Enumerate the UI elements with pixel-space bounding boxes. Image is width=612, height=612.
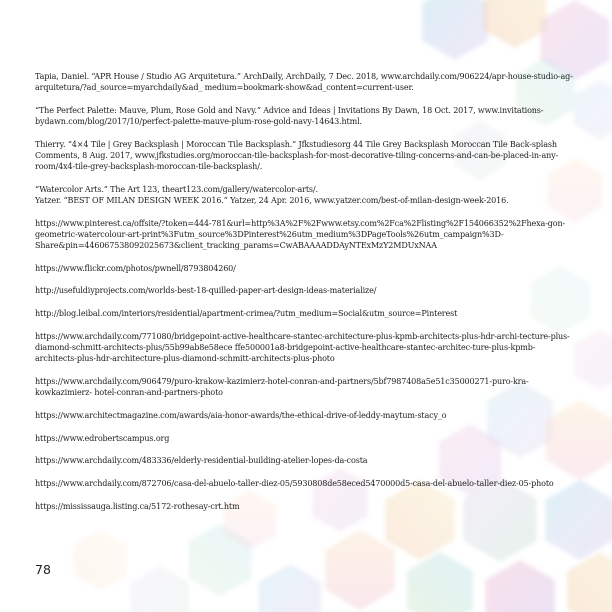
reference-entry: “Watercolor Arts.” The Art 123, theart123.com/gallery/watercolor-arts/. xyxy=(35,184,318,194)
hexagon-tile xyxy=(567,552,612,612)
hexagon-tile xyxy=(574,330,612,390)
reference-link[interactable]: https://www.archdaily.com/771080/bridgepoint-active-healthcare-stantec-architecture-plus-kpmb-architects-plus-hdr-archi-tecture-plus-diamond-schmitt-architects-plus/55b99ab8e58ece ffe500001a8-bridgepoint-active-healthcare-stantec-architec-ture-plus-kpmb-architects-plus-hdr-architecture-plus-diamond-schmitt-architects-plus-photo xyxy=(35,331,570,364)
hexagon-tile xyxy=(74,530,126,590)
hexagon-tile xyxy=(485,560,554,612)
reference-entry: Thierry. “4×4 Tile | Grey Backsplash | Moroccan Tile Backsplash.” Jfkstudiesorg 44 Tile Grey Backsplash Moroccan Tile Back-splash Comments, 8 Aug. 2017, www.jfkstudies.org/moroccan-tile-backsplash-for-most-decorative-tiling-concerns-and-can-be-placed-in-any-room/4x4-tile-grey-backsplash-moroccan-tile-backsplash/. xyxy=(35,139,559,171)
hexagon-tile xyxy=(259,564,321,612)
hexagon-tile xyxy=(574,80,612,140)
reference-entry: “The Perfect Palette: Mauve, Plum, Rose Gold and Navy.” Advice and Ideas | Invitations By Dawn, 18 Oct. 2017, www.invitations-bydawn.com/blog/2017/10/perfect-palette-mauve-plum-rose-gold-navy-14643.html. xyxy=(35,105,544,126)
hexagon-tile xyxy=(325,530,394,610)
reference-list xyxy=(35,71,576,524)
reference-link[interactable]: https://www.edrobertscampus.org xyxy=(35,433,170,443)
hexagon-tile xyxy=(484,0,546,48)
reference-link[interactable]: http://blog.leibal.com/interiors/residential/apartment-crimea/?utm_medium=Social&utm_source=Pinterest xyxy=(35,309,458,319)
reference-link[interactable]: https://www.architectmagazine.com/awards/aia-honor-awards/the-ethical-drive-of-leddy-maytum-stacy_o xyxy=(35,410,447,420)
reference-link[interactable]: https://mississauga.listing.ca/5172-rothesay-crt.htm xyxy=(35,501,240,511)
hexagon-tile xyxy=(407,552,473,612)
reference-link[interactable]: https://www.archdaily.com/483336/elderly-residential-building-atelier-lopes-da-costa xyxy=(35,456,368,466)
reference-link[interactable]: https://www.archdaily.com/872706/casa-del-abuelo-taller-diez-05/5930808de58eced5470000d5-casa-del-abuelo-taller-diez-05-photo xyxy=(35,479,554,489)
reference-entry: Yatzer. “BEST OF MILAN DESIGN WEEK 2016.” Yatzer, 24 Apr. 2016, www.yatzer.com/best-of-milan-design-week-2016. xyxy=(35,195,509,205)
hexagon-tile xyxy=(422,0,488,60)
reference-link[interactable]: https://www.archdaily.com/906479/puro-krakow-kazimierz-hotel-conran-and-partners/5bf7987408a5e51c35000271-puro-kra-kowkazimierz- hotel-conran-and-partners-photo xyxy=(35,376,529,397)
reference-link[interactable]: https://www.flickr.com/photos/pwnell/8793804260/ xyxy=(35,263,236,273)
hexagon-tile xyxy=(131,566,190,612)
reference-link[interactable]: https://www.pinterest.ca/offsite/?token=444-781&url=http%3A%2F%2Fwww.etsy.com%2Fca%2Flisting%2F154066352%2Fhexa-gon-geometric-watercolour-art-print%3Futm_source%3DPinterest%26utm_medium%3DPageTools%26utm_campaign%3D-Share&pin=446067538092025673&client_tracking_params=CwABAAAADDAyNTExMzY2MDUxNAA xyxy=(35,218,566,250)
reference-link[interactable]: http://usefuldiyprojects.com/worlds-best-18-quilled-paper-art-design-ideas-materialize/ xyxy=(35,286,377,296)
page-number: 78 xyxy=(35,562,51,577)
reference-entry: Tapia, Daniel. “APR House / Studio AG Arquitetura.” ArchDaily, ArchDaily, 7 Dec. 2018, www.archdaily.com/906224/apr-house-studio-ag-arquitetura/?ad_source=myarchdaily&ad_ medium=bookmark-show&ad_content=current-user. xyxy=(35,72,573,93)
